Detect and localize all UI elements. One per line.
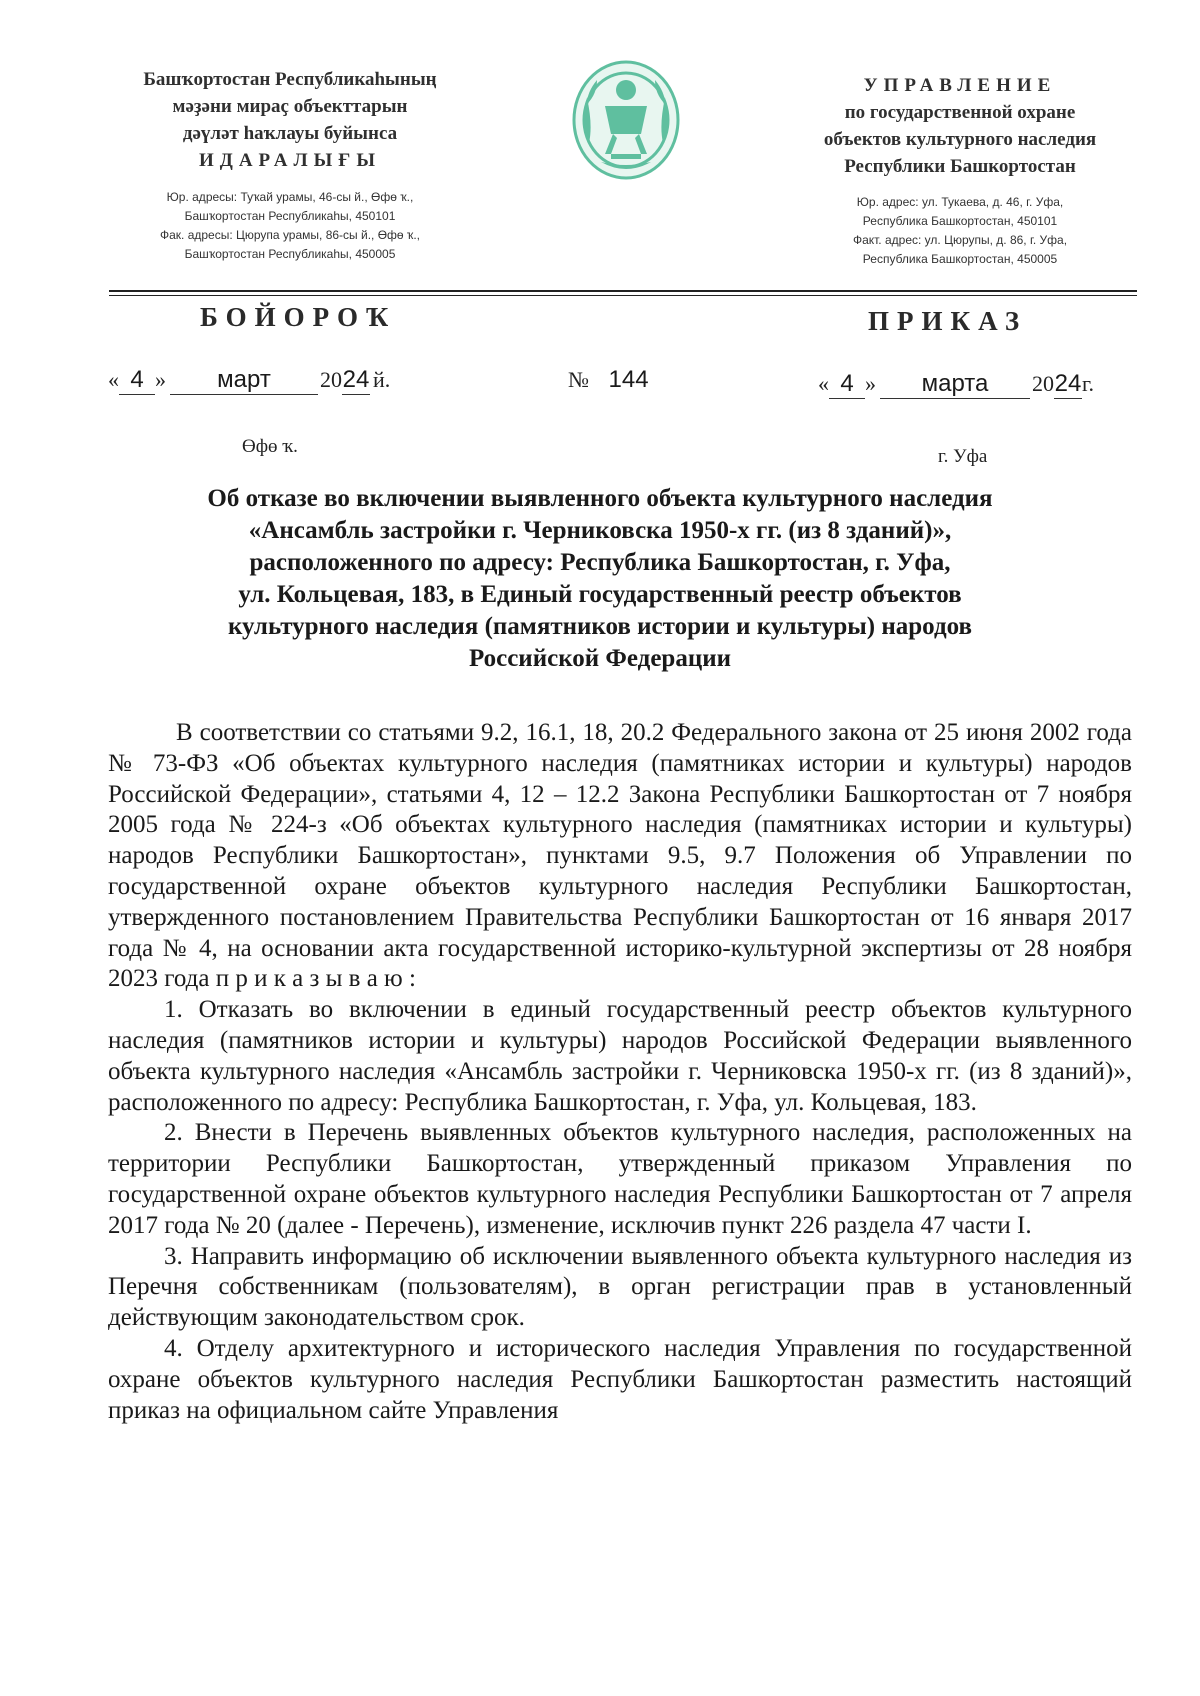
header-left-block	[90, 66, 490, 174]
date-right	[818, 370, 1094, 399]
date-right-year-suffix: 24	[1054, 370, 1082, 397]
doc-type-right: ПРИКАЗ	[868, 306, 1028, 336]
header-left-addr2: Башҡортостан Республикаһы, 450101	[184, 209, 396, 223]
header-right-line3: объектов культурного наследия	[823, 129, 1097, 150]
header-divider-thin	[109, 295, 1137, 296]
city-left: Өфө ҡ.	[242, 436, 298, 457]
header-right-block	[760, 72, 1160, 180]
order-item-2: 2. Внести в Перечень выявленных объектов культурного наследия, расположенных на территории Республики Башкортостан, утвержденный приказом Управления по государственной охране объектов культурного наследия Республики Башкортостан от 7 апреля 2017 года № 20 (далее - Перечень), изменение, исключив пункт 226 раздела 47 части I.	[108, 1119, 1132, 1239]
order-number-value: 144	[608, 366, 649, 393]
header-left-line1: Башҡортостан Республикаһының	[143, 69, 437, 90]
doc-type-left: БОЙОРОҠ	[200, 302, 397, 332]
date-left-year-suffix: 24	[342, 366, 370, 393]
date-right-open: «	[818, 371, 829, 396]
header-right-addr3: Факт. адрес: ул. Цюрупы, д. 86, г. Уфа,	[852, 233, 1068, 247]
order-number	[568, 366, 649, 394]
header-right-addr1: Юр. адрес: ул. Тукаева, д. 46, г. Уфа,	[856, 195, 1064, 209]
title-line: «Ансамбль застройки г. Черниковска 1950-х гг. (из 8 зданий)»,	[248, 517, 952, 544]
title-line: Об отказе во включении выявленного объекта культурного наследия	[207, 485, 993, 512]
date-right-year-prefix: 20	[1032, 371, 1054, 396]
city-right: г. Уфа	[938, 446, 988, 467]
header-left-line4: ИДАРАЛЫҒЫ	[198, 150, 382, 171]
header-right-address	[795, 193, 1125, 269]
title-line: Российской Федерации	[468, 645, 732, 672]
header-left-addr4: Башҡортостан Республикаһы, 450005	[184, 247, 396, 261]
header-divider	[109, 290, 1137, 292]
header-left-line2: мәҙәни мираҫ объекттарын	[172, 96, 408, 117]
date-left-year-prefix: 20	[320, 367, 342, 392]
date-left-open: «	[108, 367, 119, 392]
header-right-addr4: Республика Башкортостан, 450005	[862, 252, 1058, 266]
date-left-day: 4	[119, 366, 155, 395]
date-left-unit: й.	[373, 367, 391, 392]
order-body	[108, 718, 1132, 1426]
date-right-close: »	[865, 371, 876, 396]
header-right-line4: Республики Башкортостан	[844, 156, 1076, 177]
date-left	[108, 366, 390, 395]
header-left-addr1: Юр. адресы: Туҡай урамы, 46-сы й., Өфө ҡ.,	[166, 190, 414, 204]
preamble-paragraph	[108, 718, 1132, 995]
title-line: ул. Кольцевая, 183, в Единый государственный реестр объектов	[238, 581, 962, 608]
order-item-1: 1. Отказать во включении в единый государственный реестр объектов культурного наследия (памятников истории и культуры) народов Российской Федерации выявленного объекта культурного наследия «Ансамбль застройки г. Черниковска 1950-х гг. (из 8 зданий)», расположенного по адресу: Республика Башкортостан, г. Уфа, ул. Кольцевая, 183.	[108, 996, 1132, 1116]
order-item-3: 3. Направить информацию об исключении выявленного объекта культурного наследия из Перечня собственникам (пользователям), в орган регистрации прав в установленный действующим законодательством срок.	[108, 1242, 1132, 1332]
header-right-line2: по государственной охране	[844, 102, 1076, 123]
order-item-4: 4. Отделу архитектурного и исторического наследия Управления по государственной охране объектов культурного наследия Республики Башкортостан разместить настоящий приказ на официальном сайте Управления	[108, 1334, 1132, 1424]
date-right-month: марта	[880, 370, 1030, 399]
header-right-line1: УПРАВЛЕНИЕ	[863, 75, 1057, 96]
header-left-addr3: Фак. адресы: Цюрупа урамы, 86-сы й., Өфө ҡ.,	[159, 228, 421, 242]
title-line: культурного наследия (памятников истории и культуры) народов	[227, 613, 972, 640]
bashkortostan-coat-of-arms-icon	[567, 58, 685, 186]
preamble-text: В соответствии со статьями 9.2, 16.1, 18, 20.2 Федерального закона от 25 июня 2002 года № 73-ФЗ «Об объектах культурного наследия (памятниках истории и культуры) народов Российской Федерации», статьями 4, 12 – 12.2 Закона Республики Башкортостан от 7 ноября 2005 года № 224-з «Об объектах культурного наследия (памятниках истории и культуры) народов Республики Башкортостан», пунктами 9.5, 9.7 Положения об Управлении по государственной охране объектов культурного наследия Республики Башкортостан, утвержденного постановлением Правительства Республики Башкортостан от 16 января 2017 года № 4, на основании акта государственной историко-культурной экспертизы от 28 ноября 2023 года	[108, 719, 1132, 993]
date-right-unit: г.	[1082, 371, 1095, 396]
order-title	[100, 483, 1100, 675]
date-left-close: »	[155, 367, 166, 392]
header-left-address	[120, 188, 460, 264]
prikazyvayu-word: п р и к а з ы в а ю :	[215, 965, 416, 993]
date-right-day: 4	[829, 370, 865, 399]
order-number-sign: №	[568, 367, 589, 392]
title-line: расположенного по адресу: Республика Башкортостан, г. Уфа,	[249, 549, 951, 576]
header-left-line3: дәүләт һаҡлауы буйынса	[182, 123, 398, 144]
header-right-addr2: Республика Башкортостан, 450101	[862, 214, 1058, 228]
date-left-month: март	[170, 366, 318, 395]
